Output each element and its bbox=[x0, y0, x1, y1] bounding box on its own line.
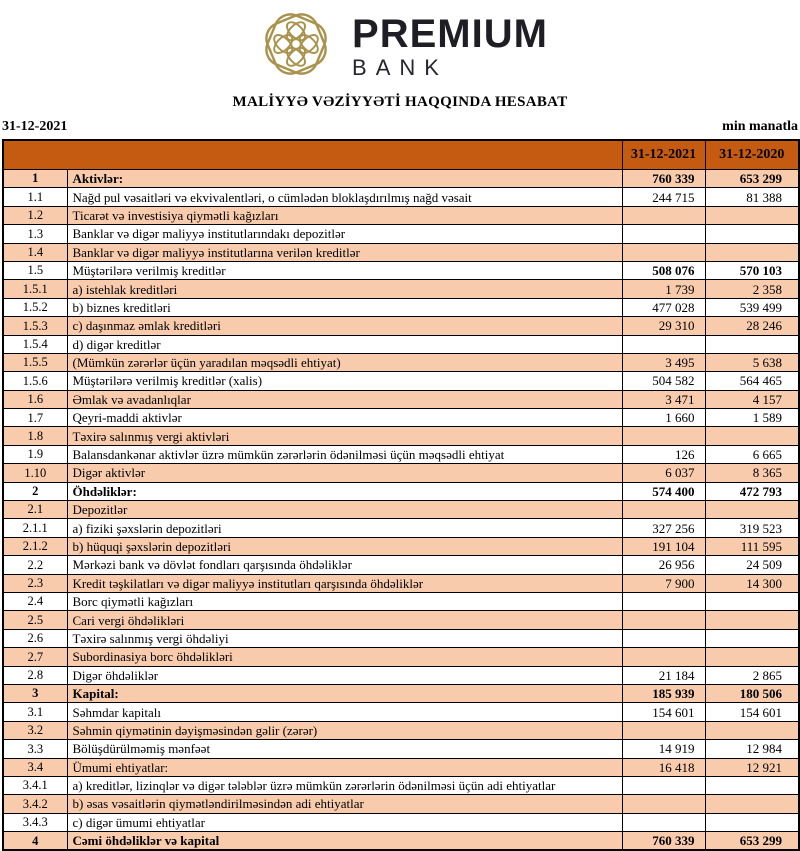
row-value-2020: 5 638 bbox=[705, 353, 799, 371]
row-label: d) digər kreditlər bbox=[67, 335, 622, 353]
row-label: Müştərilərə verilmiş kreditlər (xalis) bbox=[67, 372, 622, 390]
row-value-2021: 154 601 bbox=[622, 703, 705, 721]
row-label: a) kreditlər, lizinqlər və digər tələblər üzrə mümkün zərərlərin ödənilməsi üçün adi ehtiyatlar bbox=[67, 776, 622, 794]
row-value-2020: 24 509 bbox=[705, 556, 799, 574]
row-value-2020: 653 299 bbox=[705, 832, 799, 851]
row-value-2020: 539 499 bbox=[705, 298, 799, 316]
row-value-2020: 653 299 bbox=[705, 170, 799, 188]
row-value-2020: 12 921 bbox=[705, 758, 799, 776]
row-value-2020: 319 523 bbox=[705, 519, 799, 537]
table-row bbox=[3, 574, 799, 592]
row-number: 2.7 bbox=[3, 648, 67, 666]
row-label: Banklar və digər maliyyə institutlarındakı depozitlər bbox=[67, 225, 622, 243]
table-row bbox=[3, 519, 799, 537]
row-number: 2.4 bbox=[3, 592, 67, 610]
row-number: 2.1 bbox=[3, 501, 67, 519]
row-number: 2.2 bbox=[3, 556, 67, 574]
bank-logo bbox=[0, 0, 800, 88]
row-value-2021: 7 900 bbox=[622, 574, 705, 592]
row-number: 1.4 bbox=[3, 243, 67, 261]
row-value-2020: 28 246 bbox=[705, 317, 799, 335]
row-value-2021: 3 495 bbox=[622, 353, 705, 371]
unit-label: min manatla bbox=[722, 119, 798, 134]
row-value-2020: 81 388 bbox=[705, 188, 799, 206]
row-value-2021: 760 339 bbox=[622, 832, 705, 851]
row-value-2021: 1 739 bbox=[622, 280, 705, 298]
row-label: Banklar və digər maliyyə institutlarına verilən kreditlər bbox=[67, 243, 622, 261]
row-number: 1.2 bbox=[3, 206, 67, 224]
table-row bbox=[3, 758, 799, 776]
row-value-2021: 574 400 bbox=[622, 482, 705, 500]
table-row bbox=[3, 409, 799, 427]
table-row bbox=[3, 813, 799, 831]
row-value-2020: 154 601 bbox=[705, 703, 799, 721]
row-label: Əmlak və avadanlıqlar bbox=[67, 390, 622, 408]
row-number: 1.6 bbox=[3, 390, 67, 408]
table-row bbox=[3, 537, 799, 555]
financial-statement-table bbox=[2, 139, 800, 851]
row-label: b) biznes kreditləri bbox=[67, 298, 622, 316]
row-value-2020 bbox=[705, 501, 799, 519]
row-value-2020: 14 300 bbox=[705, 574, 799, 592]
row-label: Ümumi ehtiyatlar: bbox=[67, 758, 622, 776]
row-number: 3.4.1 bbox=[3, 776, 67, 794]
row-value-2020: 2 865 bbox=[705, 666, 799, 684]
row-number: 1.8 bbox=[3, 427, 67, 445]
row-value-2021: 508 076 bbox=[622, 261, 705, 279]
row-value-2021 bbox=[622, 243, 705, 261]
row-value-2020: 4 157 bbox=[705, 390, 799, 408]
row-value-2021 bbox=[622, 427, 705, 445]
row-number: 2.8 bbox=[3, 666, 67, 684]
row-number: 3.4 bbox=[3, 758, 67, 776]
table-row bbox=[3, 206, 799, 224]
table-row bbox=[3, 298, 799, 316]
row-number: 3.1 bbox=[3, 703, 67, 721]
row-value-2021 bbox=[622, 795, 705, 813]
row-value-2021 bbox=[622, 776, 705, 794]
row-label: b) hüquqi şəxslərin depozitləri bbox=[67, 537, 622, 555]
row-number: 2 bbox=[3, 482, 67, 500]
table-row bbox=[3, 317, 799, 335]
row-value-2021: 3 471 bbox=[622, 390, 705, 408]
row-value-2021 bbox=[622, 813, 705, 831]
row-label: Müştərilərə verilmiş kreditlər bbox=[67, 261, 622, 279]
row-number: 1.1 bbox=[3, 188, 67, 206]
row-value-2021 bbox=[622, 206, 705, 224]
header-empty-cell bbox=[3, 140, 622, 170]
row-label: Subordinasiya borc öhdəlikləri bbox=[67, 648, 622, 666]
table-row bbox=[3, 170, 799, 188]
document-title: MALİYYƏ VƏZİYYƏTİ HAQQINDA HESABAT bbox=[232, 94, 568, 110]
row-number: 1.5.4 bbox=[3, 335, 67, 353]
table-row bbox=[3, 556, 799, 574]
row-label: Təxirə salınmış vergi öhdəliyi bbox=[67, 629, 622, 647]
header-col-2021: 31-12-2021 bbox=[622, 140, 705, 170]
row-value-2021 bbox=[622, 721, 705, 739]
row-number: 1 bbox=[3, 170, 67, 188]
row-label: Kapital: bbox=[67, 684, 622, 702]
table-row bbox=[3, 611, 799, 629]
table-row bbox=[3, 648, 799, 666]
row-value-2020 bbox=[705, 813, 799, 831]
header-col-2020: 31-12-2020 bbox=[705, 140, 799, 170]
table-row bbox=[3, 372, 799, 390]
row-value-2021 bbox=[622, 611, 705, 629]
row-number: 1.5 bbox=[3, 261, 67, 279]
row-value-2020: 2 358 bbox=[705, 280, 799, 298]
row-value-2020: 12 984 bbox=[705, 740, 799, 758]
row-label: Kredit təşkilatları və digər maliyyə institutları qarşısında öhdəliklər bbox=[67, 574, 622, 592]
table-row bbox=[3, 795, 799, 813]
table-row bbox=[3, 353, 799, 371]
row-value-2020 bbox=[705, 776, 799, 794]
row-number: 3.4.2 bbox=[3, 795, 67, 813]
row-number: 2.3 bbox=[3, 574, 67, 592]
row-value-2020 bbox=[705, 629, 799, 647]
table-row bbox=[3, 427, 799, 445]
table-row bbox=[3, 776, 799, 794]
row-value-2021: 126 bbox=[622, 445, 705, 463]
row-value-2020 bbox=[705, 611, 799, 629]
row-value-2020 bbox=[705, 721, 799, 739]
row-value-2020: 180 506 bbox=[705, 684, 799, 702]
row-label: Digər öhdəliklər bbox=[67, 666, 622, 684]
table-row bbox=[3, 629, 799, 647]
table-header bbox=[3, 140, 799, 170]
report-date-label: 31-12-2021 bbox=[2, 119, 68, 134]
row-number: 1.5.2 bbox=[3, 298, 67, 316]
table-body bbox=[3, 170, 799, 851]
row-value-2021: 244 715 bbox=[622, 188, 705, 206]
row-value-2021: 29 310 bbox=[622, 317, 705, 335]
row-value-2021: 16 418 bbox=[622, 758, 705, 776]
row-value-2021 bbox=[622, 225, 705, 243]
row-number: 2.6 bbox=[3, 629, 67, 647]
row-value-2021: 26 956 bbox=[622, 556, 705, 574]
row-label: Borc qiymətli kağızları bbox=[67, 592, 622, 610]
row-value-2020: 111 595 bbox=[705, 537, 799, 555]
table-row bbox=[3, 501, 799, 519]
table-row bbox=[3, 280, 799, 298]
table-row bbox=[3, 703, 799, 721]
row-label: Aktivlər: bbox=[67, 170, 622, 188]
row-label: Nağd pul vəsaitləri və ekvivalentləri, o cümlədən bloklaşdırılmış nağd vəsait bbox=[67, 188, 622, 206]
row-label: Cəmi öhdəliklər və kapital bbox=[67, 832, 622, 851]
table-row bbox=[3, 482, 799, 500]
row-label: Balansdankənar aktivlər üzrə mümkün zərərlərin ödənilməsi üçün məqsədli ehtiyat bbox=[67, 445, 622, 463]
row-value-2021: 760 339 bbox=[622, 170, 705, 188]
row-number: 3.4.3 bbox=[3, 813, 67, 831]
row-label: Digər aktivlər bbox=[67, 464, 622, 482]
row-value-2020 bbox=[705, 427, 799, 445]
row-label: Qeyri-maddi aktivlər bbox=[67, 409, 622, 427]
row-label: c) daşınmaz əmlak kreditləri bbox=[67, 317, 622, 335]
row-label: Bölüşdürülməmiş mənfəət bbox=[67, 740, 622, 758]
row-value-2020 bbox=[705, 243, 799, 261]
row-number: 1.5.3 bbox=[3, 317, 67, 335]
table-row bbox=[3, 445, 799, 463]
row-value-2020 bbox=[705, 206, 799, 224]
row-number: 2.1.2 bbox=[3, 537, 67, 555]
row-label: a) fiziki şəxslərin depozitləri bbox=[67, 519, 622, 537]
row-value-2021: 6 037 bbox=[622, 464, 705, 482]
table-row bbox=[3, 243, 799, 261]
row-number: 1.10 bbox=[3, 464, 67, 482]
row-number: 1.5.1 bbox=[3, 280, 67, 298]
bank-emblem-icon bbox=[252, 4, 340, 89]
row-value-2021: 1 660 bbox=[622, 409, 705, 427]
row-number: 3 bbox=[3, 684, 67, 702]
row-label: Səhmin qiymətinin dəyişməsindən gəlir (zərər) bbox=[67, 721, 622, 739]
row-label: a) istehlak kreditləri bbox=[67, 280, 622, 298]
row-number: 2.5 bbox=[3, 611, 67, 629]
row-number: 1.5.5 bbox=[3, 353, 67, 371]
table-row bbox=[3, 335, 799, 353]
row-label: b) əsas vəsaitlərin qiymətləndirilməsindən adi ehtiyatlar bbox=[67, 795, 622, 813]
row-value-2021: 504 582 bbox=[622, 372, 705, 390]
row-number: 1.9 bbox=[3, 445, 67, 463]
row-number: 1.3 bbox=[3, 225, 67, 243]
row-value-2021 bbox=[622, 592, 705, 610]
brand-name-bank: BANK bbox=[352, 54, 448, 80]
table-row bbox=[3, 464, 799, 482]
row-value-2021 bbox=[622, 501, 705, 519]
row-number: 3.2 bbox=[3, 721, 67, 739]
row-value-2020: 570 103 bbox=[705, 261, 799, 279]
row-label: Səhmdar kapitalı bbox=[67, 703, 622, 721]
row-value-2020 bbox=[705, 648, 799, 666]
row-number: 1.7 bbox=[3, 409, 67, 427]
row-value-2021: 191 104 bbox=[622, 537, 705, 555]
row-value-2021: 14 919 bbox=[622, 740, 705, 758]
row-value-2021: 327 256 bbox=[622, 519, 705, 537]
table-row bbox=[3, 721, 799, 739]
row-label: Mərkəzi bank və dövlət fondları qarşısında öhdəliklər bbox=[67, 556, 622, 574]
row-value-2020: 8 365 bbox=[705, 464, 799, 482]
row-label: Depozitlər bbox=[67, 501, 622, 519]
row-value-2020: 6 665 bbox=[705, 445, 799, 463]
row-value-2021 bbox=[622, 629, 705, 647]
row-number: 1.5.6 bbox=[3, 372, 67, 390]
brand-name-premium: PREMIUM bbox=[352, 11, 548, 56]
row-value-2020 bbox=[705, 592, 799, 610]
row-label: Ticarət və investisiya qiymətli kağızları bbox=[67, 206, 622, 224]
row-value-2021: 185 939 bbox=[622, 684, 705, 702]
row-label: Öhdəliklər: bbox=[67, 482, 622, 500]
row-value-2021: 21 184 bbox=[622, 666, 705, 684]
row-value-2020: 1 589 bbox=[705, 409, 799, 427]
row-value-2020: 472 793 bbox=[705, 482, 799, 500]
table-row bbox=[3, 832, 799, 851]
table-row bbox=[3, 188, 799, 206]
row-value-2021 bbox=[622, 335, 705, 353]
row-value-2020 bbox=[705, 795, 799, 813]
row-value-2021: 477 028 bbox=[622, 298, 705, 316]
bank-wordmark bbox=[352, 11, 548, 80]
row-label: Cari vergi öhdəlikləri bbox=[67, 611, 622, 629]
table-header-row bbox=[3, 140, 799, 170]
meta-row bbox=[2, 119, 798, 135]
table-row bbox=[3, 684, 799, 702]
table-row bbox=[3, 225, 799, 243]
row-label: c) digər ümumi ehtiyatlar bbox=[67, 813, 622, 831]
row-number: 4 bbox=[3, 832, 67, 851]
row-label: (Mümkün zərərlər üçün yaradılan məqsədli ehtiyat) bbox=[67, 353, 622, 371]
table-row bbox=[3, 666, 799, 684]
row-value-2020: 564 465 bbox=[705, 372, 799, 390]
row-number: 3.3 bbox=[3, 740, 67, 758]
row-value-2021 bbox=[622, 648, 705, 666]
row-label: Təxirə salınmış vergi aktivləri bbox=[67, 427, 622, 445]
row-number: 2.1.1 bbox=[3, 519, 67, 537]
row-value-2020 bbox=[705, 225, 799, 243]
table-row bbox=[3, 390, 799, 408]
table-row bbox=[3, 261, 799, 279]
table-row bbox=[3, 592, 799, 610]
row-value-2020 bbox=[705, 335, 799, 353]
table-row bbox=[3, 740, 799, 758]
